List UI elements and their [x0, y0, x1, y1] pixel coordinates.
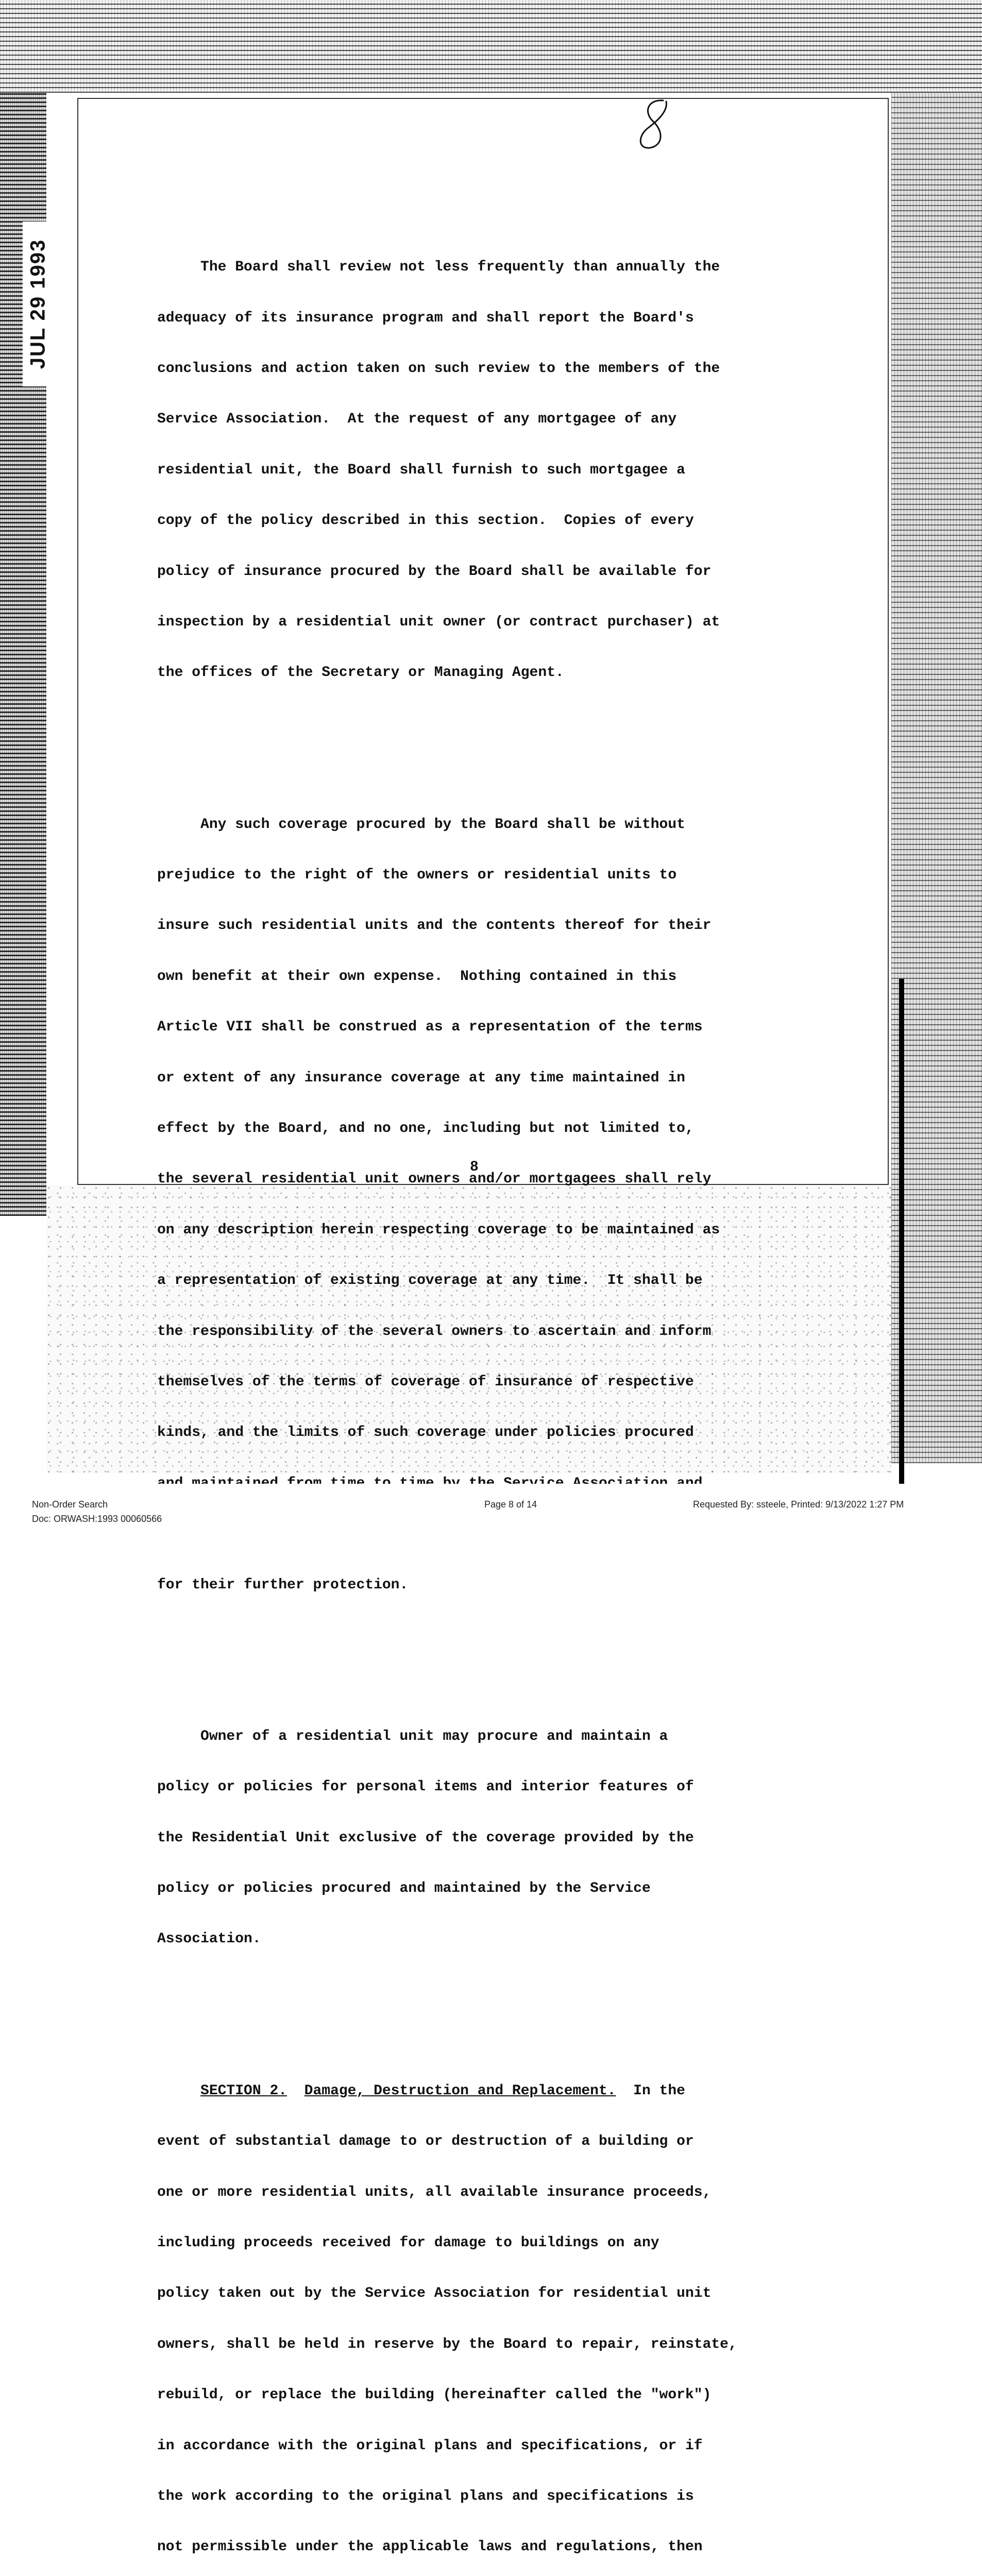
- section-heading-line: [157, 2083, 781, 2100]
- text-line: Owner of a residential unit may procure and maintain a: [157, 1728, 668, 1744]
- text-line: policy of insurance procured by the Board shall be available for: [157, 563, 712, 580]
- footer-doc-id: Doc: ORWASH:1993 00060566: [32, 1514, 162, 1524]
- text-line: owners, shall be held in reserve by the Board to repair, reinstate,: [157, 2336, 737, 2352]
- text-line: policy taken out by the Service Association for residential unit: [157, 2285, 712, 2302]
- stamp-date: JUL 29 1993: [26, 239, 49, 369]
- document-body: [157, 192, 781, 2576]
- text-line: The Board shall review not less frequently than annually the: [157, 259, 720, 276]
- text-line: a representation of existing coverage at any time. It shall be: [157, 1273, 703, 1289]
- text-line: the work according to the original plans and specifications is: [157, 2488, 694, 2504]
- text-line: adequacy of its insurance program and shall report the Board's: [157, 310, 694, 326]
- text-line: on any description herein respecting coverage to be maintained as: [157, 1222, 720, 1238]
- text-line: Article VII shall be construed as a representation of the terms: [157, 1019, 703, 1036]
- scan-noise-top: [0, 0, 982, 93]
- text-line: the several residential unit owners and/or mortgagees shall rely: [157, 1171, 712, 1188]
- text-line: not permissible under the applicable laws and regulations, then: [157, 2539, 703, 2555]
- text-line: policy or policies procured and maintained by the Service: [157, 1880, 651, 1897]
- text-line: policy or policies for personal items and interior features of: [157, 1779, 694, 1795]
- print-footer: [0, 1484, 982, 1550]
- text-line: own benefit at their own expense. Nothing contained in this: [157, 968, 677, 985]
- section-number: SECTION 2.: [200, 2082, 287, 2099]
- text-line: or extent of any insurance coverage at any time maintained in: [157, 1070, 685, 1086]
- text-line: themselves of the terms of coverage of insurance of respective: [157, 1374, 694, 1390]
- handwritten-page-number: [632, 96, 673, 153]
- paragraph-insurance-review: [157, 226, 781, 716]
- text-line: event of substantial damage to or destruction of a building or: [157, 2133, 694, 2150]
- text-line: Any such coverage procured by the Board shall be without: [157, 816, 685, 833]
- scan-edge-rule: [899, 979, 904, 1484]
- received-date-stamp: [23, 222, 54, 386]
- text-line: kinds, and the limits of such coverage under policies procured: [157, 1425, 694, 1441]
- text-line: one or more residential units, all available insurance proceeds,: [157, 2184, 712, 2200]
- footer-page-count: Page 8 of 14: [484, 1499, 537, 1510]
- text-line: the offices of the Secretary or Managing Agent.: [157, 665, 564, 681]
- text-line: Association.: [157, 1931, 261, 1947]
- text-line: residential unit, the Board shall furnish to such mortgagee a: [157, 462, 685, 478]
- scan-noise-right: [891, 93, 982, 1463]
- text-line: inspection by a residential unit owner (or contract purchaser) at: [157, 614, 720, 630]
- text-line: rebuild, or replace the building (hereinafter called the "work"): [157, 2387, 712, 2403]
- page-number: 8: [470, 1159, 479, 1175]
- text-line: the Residential Unit exclusive of the coverage provided by the: [157, 1829, 694, 1846]
- footer-requested-by: Requested By: ssteele, Printed: 9/13/2022 1:27 PM: [693, 1499, 904, 1510]
- text-line: including proceeds received for damage to buildings on any: [157, 2235, 659, 2251]
- text-line: Service Association. At the request of any mortgagee of any: [157, 411, 677, 428]
- text-line: the responsibility of the several owners to ascertain and inform: [157, 1323, 712, 1340]
- footer-search-type: Non-Order Search: [32, 1499, 108, 1510]
- text-line: prejudice to the right of the owners or residential units to: [157, 867, 677, 884]
- paragraph-owner-policy: [157, 1694, 781, 1982]
- text-line: copy of the policy described in this section. Copies of every: [157, 513, 694, 529]
- section-title: Damage, Destruction and Replacement.: [304, 2082, 616, 2099]
- text-line: in accordance with the original plans and specifications, or if: [157, 2437, 703, 2454]
- text-line: insure such residential units and the contents thereof for their: [157, 918, 712, 934]
- text-line: for their further protection.: [157, 1577, 409, 1593]
- text-line: effect by the Board, and no one, including but not limited to,: [157, 1121, 694, 1137]
- text-line: conclusions and action taken on such review to the members of the: [157, 360, 720, 377]
- paragraph-section-2: [157, 2049, 781, 2576]
- heading-rest: In the: [616, 2082, 685, 2099]
- heading-indent: [157, 2083, 200, 2099]
